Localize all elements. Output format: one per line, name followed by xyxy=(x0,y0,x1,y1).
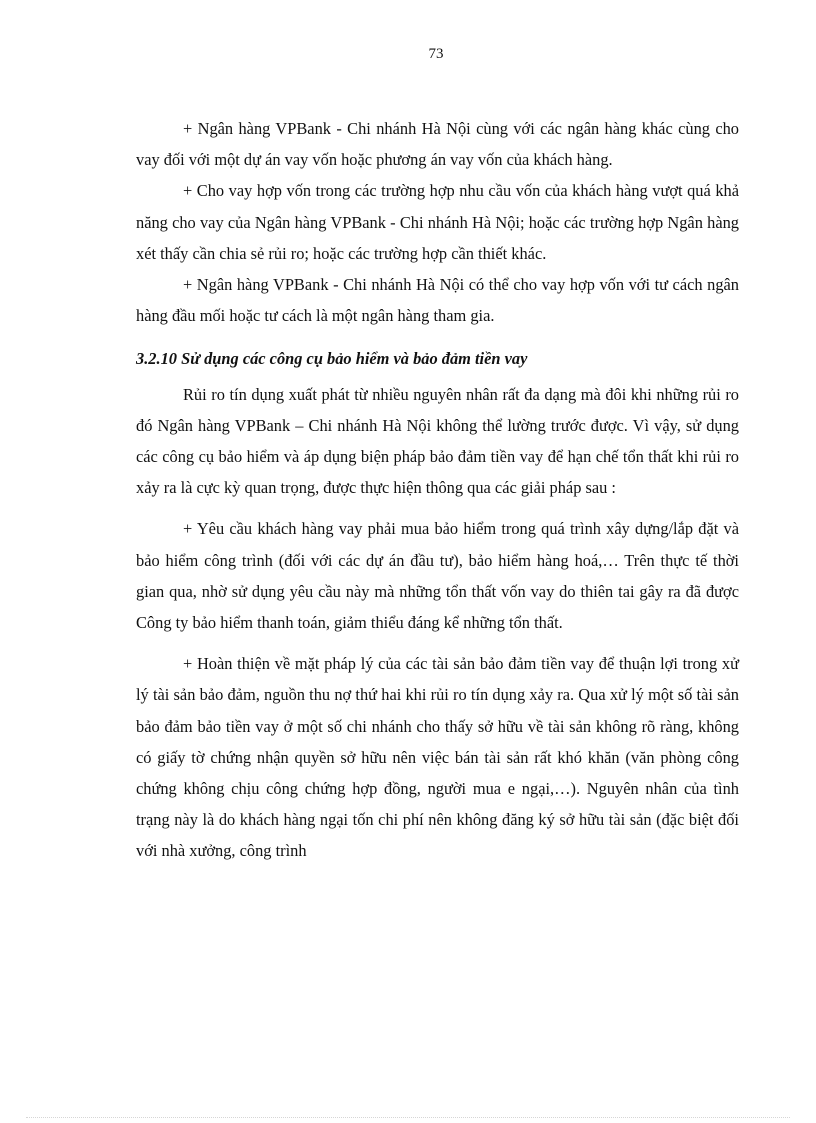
section-heading-3-2-10: 3.2.10 Sử dụng các công cụ bảo hiểm và bảo đảm tiền vay xyxy=(136,349,528,369)
paragraph-insurance-requirement: + Yêu cầu khách hàng vay phải mua bảo hiểm trong quá trình xây dựng/lắp đặt và bảo hiểm công trình (đối với các dự án đầu tư), bảo hiểm hàng hoá,… Trên thực tế thời gian qua, nhờ sử dụng yêu cầu này mà những tổn thất vốn vay do thiên tai gây ra đã được Công ty bảo hiểm thanh toán, giảm thiểu đáng kể những tổn thất. xyxy=(136,519,739,633)
document-body xyxy=(136,113,739,867)
page-number: 73 xyxy=(428,46,444,62)
paragraph-lead-or-participant: + Ngân hàng VPBank - Chi nhánh Hà Nội có thể cho vay hợp vốn với tư cách ngân hàng đầu mối hoặc tư cách là một ngân hàng tham gia. xyxy=(136,275,739,326)
page-bottom-divider xyxy=(26,1117,790,1118)
paragraph-credit-risk-intro: Rủi ro tín dụng xuất phát từ nhiều nguyên nhân rất đa dạng mà đôi khi những rủi ro đó Ngân hàng VPBank – Chi nhánh Hà Nội không thể lường trước được. Vì vậy, sử dụng các công cụ bảo hiểm và áp dụng biện pháp bảo đảm tiền vay để hạn chế tổn thất khi rủi ro xảy ra là cực kỳ quan trọng, được thực hiện thông qua các giải pháp sau : xyxy=(136,384,739,498)
paragraph-vpbank-co-financing: + Ngân hàng VPBank - Chi nhánh Hà Nội cùng với các ngân hàng khác cùng cho vay đối với một dự án vay vốn hoặc phương án vay vốn của khách hàng. xyxy=(136,119,739,170)
paragraph-syndicated-loan-cases: + Cho vay hợp vốn trong các trường hợp nhu cầu vốn của khách hàng vượt quá khả năng cho vay của Ngân hàng VPBank - Chi nhánh Hà Nội; hoặc các trường hợp Ngân hàng xét thấy cần chia sẻ rủi ro; hoặc các trường hợp cần thiết khác. xyxy=(136,181,739,263)
paragraph-collateral-legal: + Hoàn thiện về mặt pháp lý của các tài sản bảo đảm tiền vay để thuận lợi trong xử lý tài sản bảo đảm, nguồn thu nợ thứ hai khi rủi ro tín dụng xảy ra. Qua xử lý một số tài sản bảo đảm bảo tiền vay ở một số chi nhánh cho thấy sở hữu về tài sản không rõ ràng, không có giấy tờ chứng nhận quyền sở hữu nên việc bán tài sản rất khó khăn (văn phòng công chứng không chịu công chứng hợp đồng, người mua e ngại,…). Nguyên nhân của tình trạng này là do khách hàng ngại tốn chi phí nên không đăng ký sở hữu tài sản (đặc biệt đối với nhà xưởng, công trình xyxy=(136,654,739,861)
